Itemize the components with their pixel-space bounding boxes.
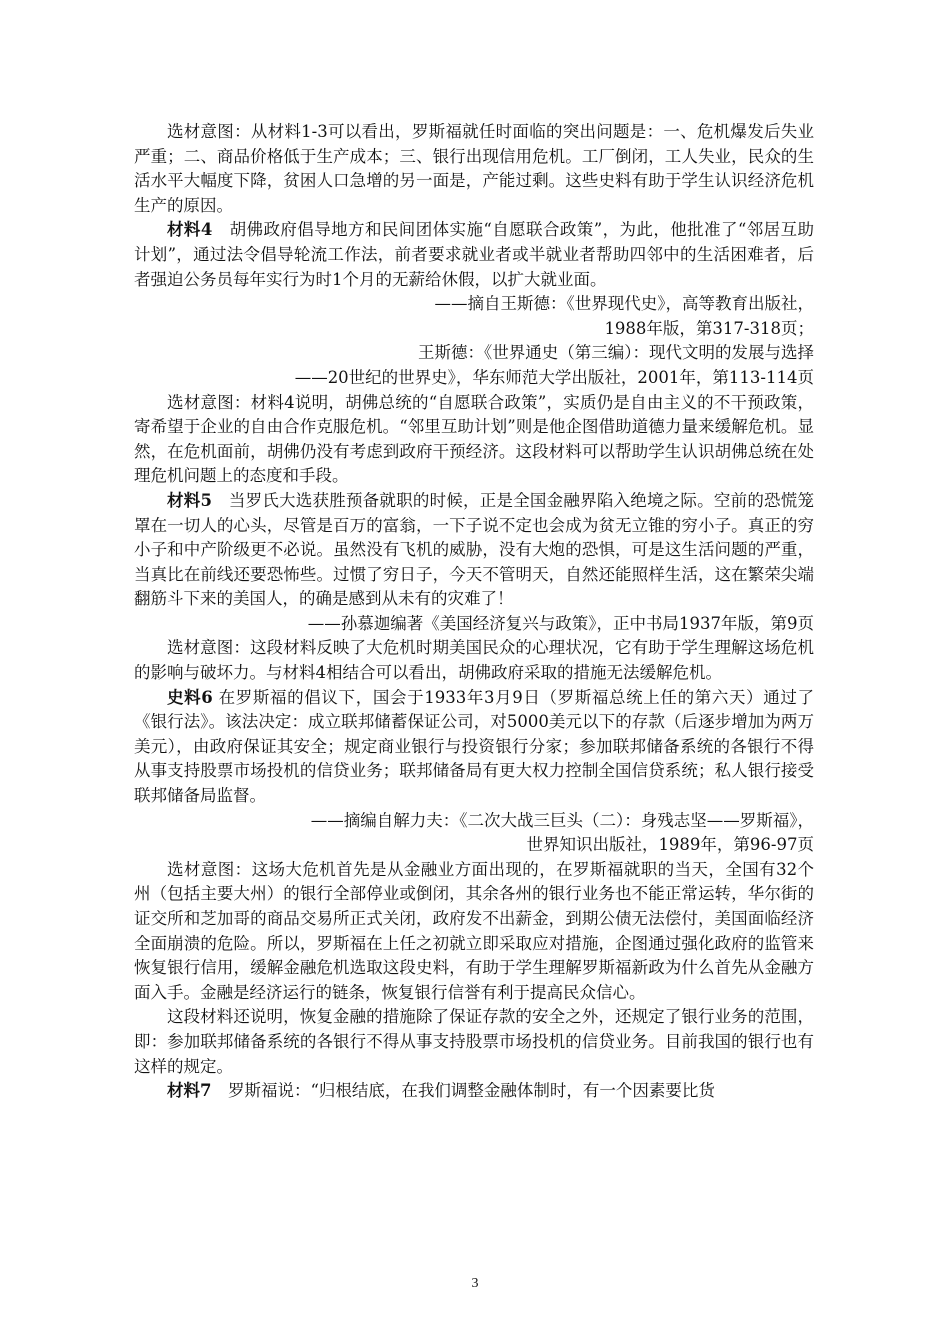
paragraph-intent-4: 选材意图：材料4说明，胡佛总统的“自愿联合政策”，实质仍是自由主义的不干预政策，寄希望于企业的自由合作克服危机。“邻里互助计划”则是他企图借助道德力量来缓解危机。显然，在危机面前，胡佛仍没有考虑到政府干预经济。这段材料可以帮助学生认识胡佛总统在处理危机问题上的态度和手段。 (134, 392, 814, 486)
paragraph-intent-6: 选材意图：这场大危机首先是从金融业方面出现的，在罗斯福就职的当天，全国有32个州（包括主要大州）的银行全部停业或倒闭，其余各州的银行业务也不能正常运转，华尔街的证交所和芝加哥的商品交易所正式关闭，政府发不出薪金，到期公债无法偿付，美国面临经济全面崩溃的危险。所以，罗斯福在上任之初就立即采取应对措施，企图通过强化政府的监管来恢复银行信用，缓解金融危机选取这段史料，有助于学生理解罗斯福新政为什么首先从金融方面入手。金融是经济运行的链条，恢复银行信誉有利于提高民众信心。 (134, 859, 814, 1002)
material-7 (134, 1079, 814, 1104)
material-5-label: 材料5 (167, 490, 212, 510)
material-6-source-2: 世界知识出版社，1989年，第96-97页 (526, 835, 814, 855)
material-5-text: 当罗氏大选获胜预备就职的时候，正是全国金融界陷入绝境之际。空前的恐慌笼罩在一切人的心头，尽管是百万的富翁，一下子说不定也会成为贫无立锥的穷小子。真正的穷小子和中产阶级更不必说。虽然没有飞机的威胁，没有大炮的恐惧，可是这生活问题的严重，当真比在前线还要恐怖些。过惯了穷日子，今天不管明天，自然还能照样生活，这在繁荣尖端翻筋斗下来的美国人，的确是感到从未有的灾难了！ (134, 490, 815, 609)
material-6-text: 在罗斯福的倡议下，国会于1933年3月9日（罗斯福总统上任的第六天）通过了《银行法》。该法决定：成立联邦储蓄保证公司，对5000美元以下的存款（后逐步增加为两万美元），由政府保证其安全；规定商业银行与投资银行分家；参加联邦储备系统的各银行不得从事支持股票市场投机的信贷业务；联邦储备局有更大权力控制全国信贷系统；私人银行接受联邦储备局监督。 (134, 687, 814, 806)
material-4-source-2: 1988年版，第317-318页； (604, 318, 814, 338)
material-7-label: 材料7 (167, 1081, 212, 1101)
material-5 (134, 489, 814, 612)
document-body (134, 120, 814, 1104)
page-number: 3 (471, 1276, 479, 1291)
material-6 (134, 686, 814, 809)
material-4-text: 胡佛政府倡导地方和民间团体实施“自愿联合政策”，为此，他批准了“邻居互助计划”，通过法令倡导轮流工作法，前者要求就业者或半就业者帮助四邻中的生活困难者，后者强迫公务员每年实行为时1个月的无薪给休假，以扩大就业面。 (134, 220, 814, 289)
paragraph-note-7: 这段材料还说明，恢复金融的措施除了保证存款的安全之外，还规定了银行业务的范围，即：参加联邦储备系统的各银行不得从事支持股票市场投机的信贷业务。目前我国的银行也有这样的规定。 (134, 1007, 814, 1076)
material-4 (134, 218, 814, 292)
material-4-source-4: ——20世纪的世界史》，华东师范大学出版社，2001年，第113-114页 (294, 367, 814, 387)
material-5-source: ——孙慕迦编著《美国经济复兴与政策》，正中书局1937年版，第9页 (307, 613, 814, 633)
material-4-source-3: 王斯德：《世界通史（第三编）：现代文明的发展与选择 (418, 343, 814, 363)
material-7-text: 罗斯福说：“归根结底，在我们调整金融体制时，有一个因素要比货 (211, 1081, 715, 1101)
material-6-source-1: ——摘编自解力夫：《二次大战三巨头（二）：身残志坚——罗斯福》， (310, 810, 814, 830)
material-4-label: 材料4 (167, 220, 213, 240)
paragraph-intent-1: 选材意图：从材料1-3可以看出，罗斯福就任时面临的突出问题是：一、危机爆发后失业严重；二、商品价格低于生产成本；三、银行出现信用危机。工厂倒闭，工人失业，民众的生活水平大幅度下降，贫困人口急增的另一面是，产能过剩。这些史料有助于学生认识经济危机生产的原因。 (134, 122, 814, 215)
material-6-label: 史料6 (167, 687, 213, 707)
material-4-source-1: ——摘自王斯德：《世界现代史》，高等教育出版社， (434, 294, 814, 314)
paragraph-intent-5: 选材意图：这段材料反映了大危机时期美国民众的心理状况，它有助于学生理解这场危机的影响与破坏力。与材料4相结合可以看出，胡佛政府采取的措施无法缓解危机。 (134, 638, 814, 683)
